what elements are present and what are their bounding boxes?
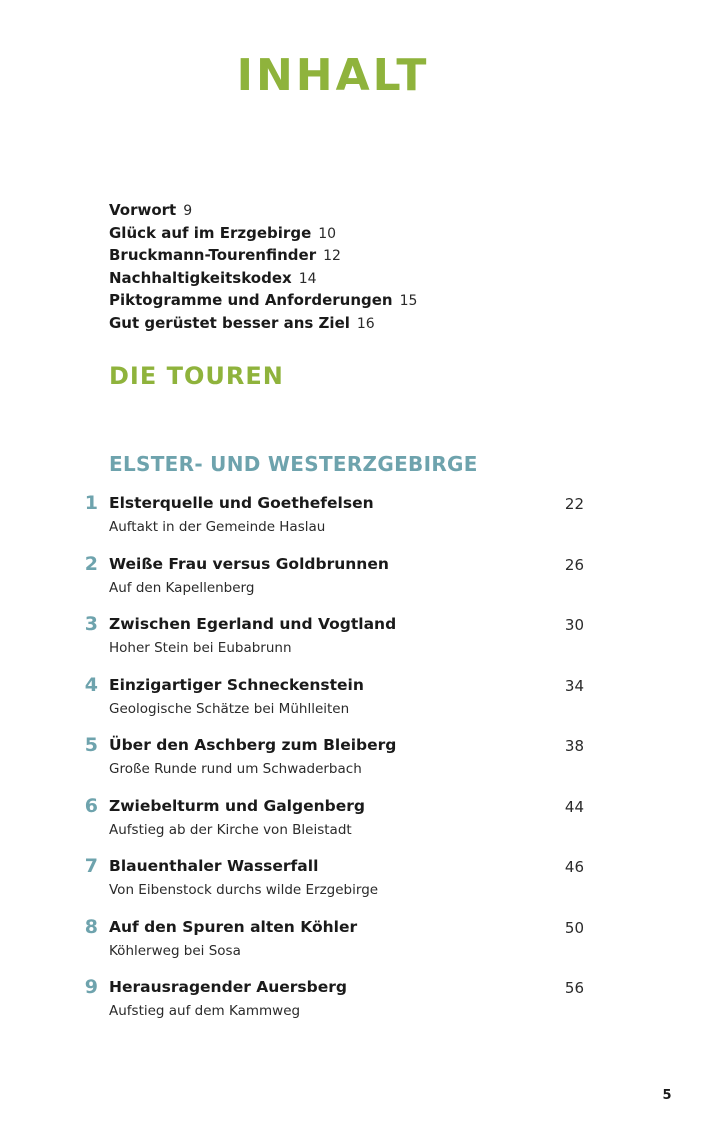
tour-subtitle: Auftakt in der Gemeinde Haslau — [109, 519, 326, 535]
toc-entry-page: 12 — [323, 248, 341, 265]
toc-entry-page: 16 — [356, 315, 375, 332]
tour-subtitle: Geologische Schätze bei Mühlleiten — [109, 700, 350, 717]
tour-number: 9 — [84, 976, 98, 998]
toc-entry-label: Nachhaltigkeitskodex — [109, 268, 292, 287]
toc-entry-label: Gut gerüstet besser ans Ziel — [109, 313, 350, 332]
toc-entry-nachhaltigkeitskodex[interactable] — [109, 267, 417, 290]
toc-entry-gut-geruestet[interactable] — [109, 312, 417, 335]
tour-entry-4[interactable] — [80, 672, 590, 733]
intro-list — [109, 199, 417, 335]
tour-title: Einzigartiger Schneckenstein — [109, 675, 364, 694]
toc-entry-piktogramme[interactable] — [109, 289, 417, 312]
tour-title: Auf den Spuren alten Köhler — [109, 917, 358, 936]
tour-page: 38 — [564, 737, 584, 755]
tour-number: 7 — [84, 855, 98, 877]
page-number: 5 — [662, 1088, 672, 1103]
tour-entry-8[interactable] — [80, 914, 590, 975]
tour-entry-3[interactable] — [80, 611, 590, 672]
toc-entry-page: 14 — [298, 270, 317, 287]
tour-subtitle: Aufstieg ab der Kirche von Bleistadt — [109, 821, 352, 838]
tour-subtitle: Hoher Stein bei Eubabrunn — [109, 640, 292, 656]
tour-number: 3 — [84, 613, 98, 635]
tour-entry-7[interactable] — [80, 853, 590, 914]
tour-entry-2[interactable] — [80, 551, 590, 612]
tour-entry-5[interactable] — [80, 732, 590, 793]
tour-page: 22 — [564, 495, 584, 513]
toc-entry-label: Bruckmann-Tourenfinder — [109, 246, 317, 265]
tour-page: 44 — [564, 797, 584, 816]
toc-entry-tourenfinder[interactable] — [109, 244, 417, 267]
tour-title: Über den Aschberg zum Bleiberg — [109, 736, 397, 754]
tour-title: Blauenthaler Wasserfall — [109, 857, 319, 875]
tour-number: 2 — [84, 552, 98, 575]
tour-title: Weiße Frau versus Goldbrunnen — [109, 554, 389, 573]
tour-page: 50 — [564, 918, 584, 937]
tour-subtitle: Große Runde rund um Schwaderbach — [109, 761, 362, 777]
tour-subtitle: Aufstieg auf dem Kammweg — [109, 1003, 301, 1019]
page-title: INHALT — [236, 50, 430, 101]
tour-page: 56 — [564, 979, 584, 997]
section-title: DIE TOUREN — [109, 362, 284, 390]
toc-entry-vorwort[interactable] — [109, 199, 417, 222]
toc-entry-label: Glück auf im Erzgebirge — [109, 223, 312, 242]
tour-entry-1[interactable] — [80, 490, 590, 551]
toc-entry-label: Vorwort — [109, 201, 177, 219]
tour-page: 30 — [564, 616, 584, 634]
toc-entry-page: 9 — [183, 203, 193, 219]
tour-subtitle: Von Eibenstock durchs wilde Erzgebirge — [109, 882, 379, 898]
tour-entry-9[interactable] — [80, 974, 590, 1035]
tour-entry-6[interactable] — [80, 793, 590, 854]
toc-entry-glueck-auf[interactable] — [109, 222, 417, 245]
tour-number: 6 — [84, 794, 98, 817]
tour-title: Zwischen Egerland und Vogtland — [109, 615, 397, 633]
tour-page: 26 — [564, 555, 584, 574]
tour-title: Elsterquelle und Goethefelsen — [109, 494, 374, 512]
tour-page: 34 — [564, 676, 584, 695]
tour-number: 4 — [84, 673, 98, 696]
tour-number: 8 — [84, 915, 98, 938]
tour-subtitle: Köhlerweg bei Sosa — [109, 942, 241, 959]
toc-entry-label: Piktogramme und Anforderungen — [109, 291, 393, 310]
tour-number: 5 — [84, 734, 98, 756]
tour-subtitle: Auf den Kapellenberg — [109, 579, 255, 596]
tour-number: 1 — [84, 492, 98, 514]
toc-entry-page: 15 — [399, 293, 418, 310]
tour-title: Zwiebelturm und Galgenberg — [109, 796, 365, 815]
region-title: ELSTER- UND WESTERZGEBIRGE — [109, 452, 478, 476]
tour-title: Herausragender Auersberg — [109, 978, 348, 996]
toc-entry-page: 10 — [318, 225, 337, 242]
tour-list — [80, 490, 590, 1035]
tour-page: 46 — [564, 858, 584, 876]
